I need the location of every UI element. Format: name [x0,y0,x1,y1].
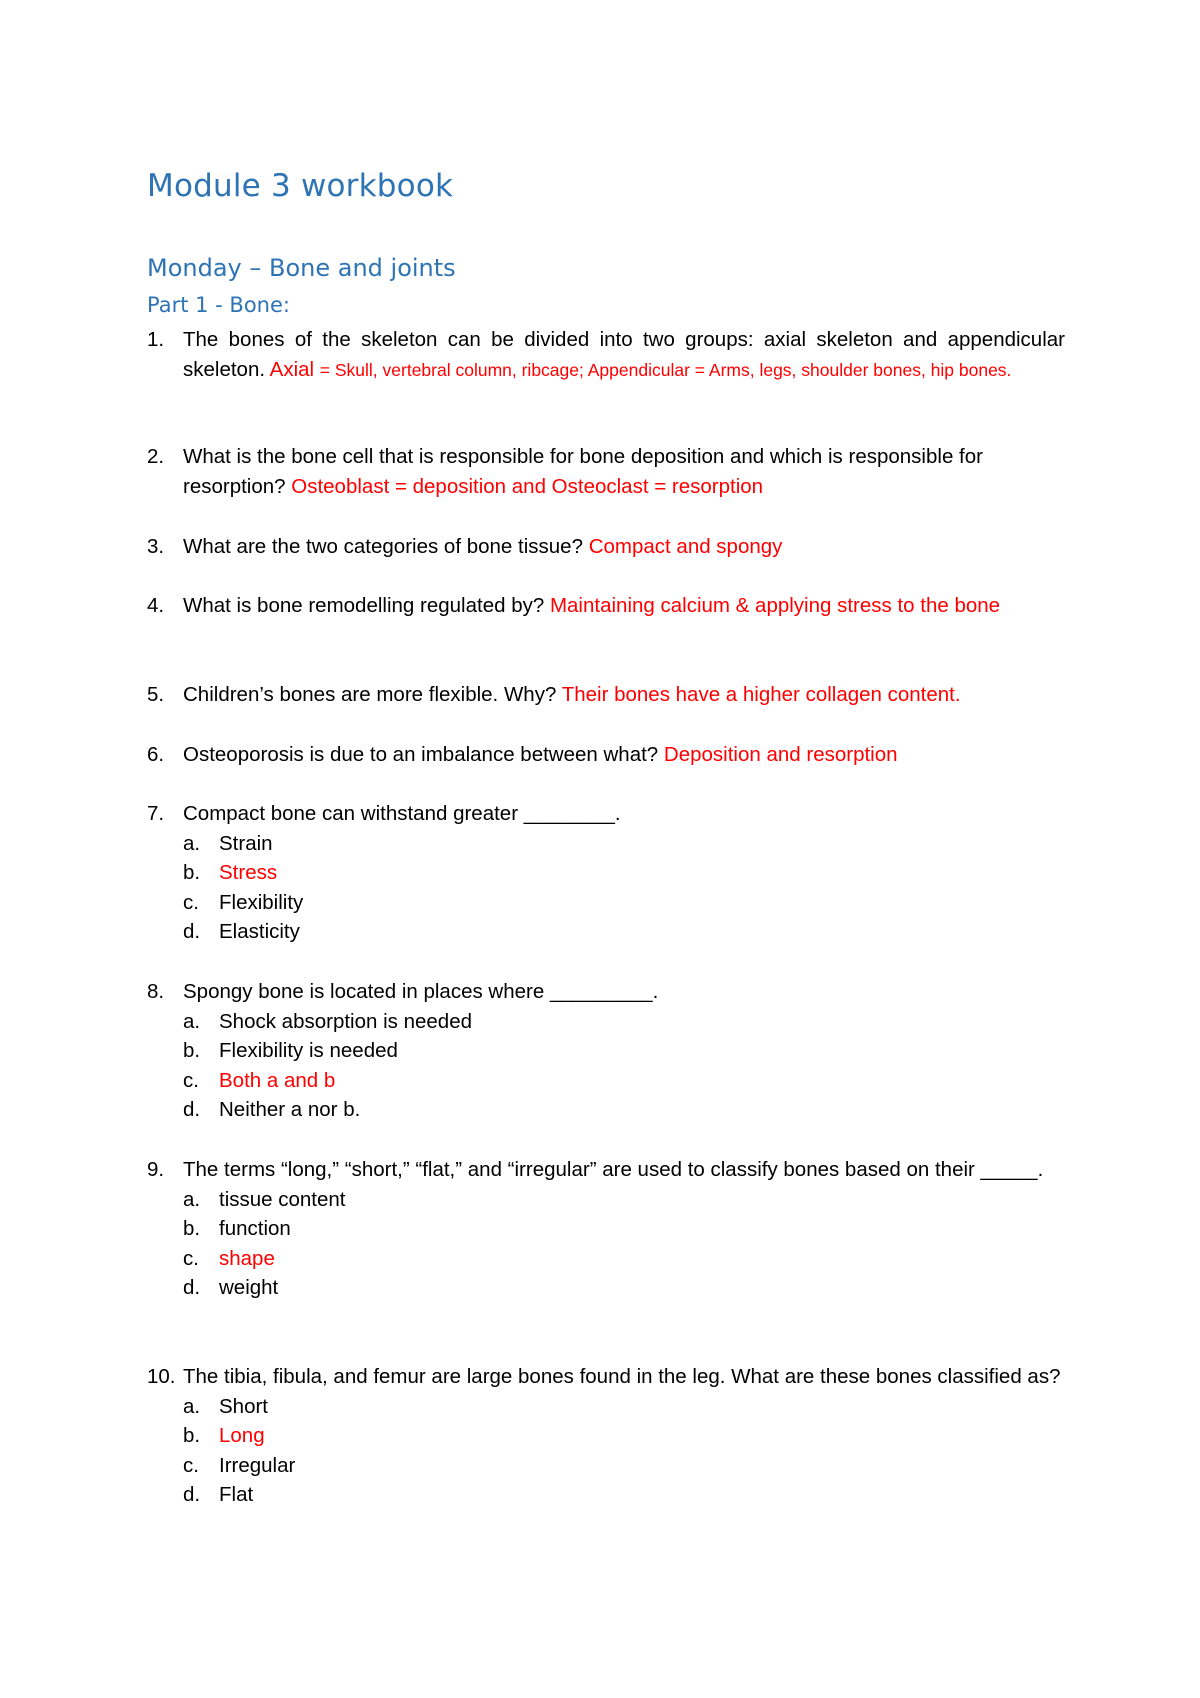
question-number: 9. [147,1158,165,1181]
question-10 [147,1362,1065,1510]
option-c [183,888,1065,918]
question-text: Spongy bone is located in places where _________. [183,980,659,1003]
question-1 [147,325,1065,385]
option-d [183,1480,1065,1510]
option-letter: c. [183,1068,199,1092]
option-a [183,1392,1065,1422]
question-number: 7. [147,802,165,825]
option-text: Elasticity [219,920,300,944]
option-text-correct: Both a and b [219,1068,336,1092]
document-title: Module 3 workbook [147,168,454,204]
answer-text: Maintaining calcium & applying stress to the bone [549,594,1001,617]
question-text: Osteoporosis is due to an imbalance between what? [183,743,659,766]
option-d [183,1273,1065,1303]
answer-text: Compact and spongy [588,535,783,558]
question-5 [147,680,1065,710]
option-letter: a. [183,1394,201,1418]
question-body [183,591,1065,621]
option-letter: a. [183,1187,201,1211]
question-text: Children’s bones are more flexible. Why? [183,683,557,706]
question-text: What is the bone cell that is responsible for bone deposition and which is responsible for resorption? [183,445,983,498]
option-text: Flat [219,1483,254,1507]
question-text: What is bone remodelling regulated by? [183,594,545,617]
option-c [183,1066,1065,1096]
section-heading: Monday – Bone and joints [147,254,456,282]
option-letter: a. [183,831,201,855]
option-a [183,1185,1065,1215]
option-text: Strain [219,831,273,855]
question-body [183,325,1065,385]
option-letter: b. [183,1039,201,1063]
option-text: Irregular [219,1453,296,1477]
answer-lead: Axial [269,357,315,381]
option-letter: c. [183,1453,199,1477]
option-text: Neither a nor b. [219,1098,361,1122]
option-text-correct: Long [219,1424,265,1448]
option-b [183,858,1065,888]
question-number: 1. [147,328,165,351]
question-number: 5. [147,683,165,706]
question-text: Compact bone can withstand greater ________. [183,802,621,825]
answer-text: Deposition and resorption [663,743,898,766]
question-3 [147,532,1065,562]
option-text: Flexibility [219,890,304,914]
option-letter: b. [183,861,201,885]
question-7 [147,799,1065,947]
question-number: 2. [147,445,165,468]
option-letter: c. [183,1246,199,1270]
question-2 [147,442,1065,501]
option-text: Flexibility is needed [219,1039,398,1063]
option-letter: b. [183,1217,201,1241]
options-list [183,1185,1065,1303]
option-text-correct: Stress [219,861,278,885]
option-letter: a. [183,1009,201,1033]
options-list [183,1007,1065,1125]
option-b [183,1214,1065,1244]
question-number: 8. [147,980,165,1003]
answer-text: Their bones have a higher collagen content. [561,683,961,706]
option-letter: d. [183,1483,201,1507]
question-body [183,680,1065,710]
option-letter: b. [183,1424,201,1448]
option-c [183,1244,1065,1274]
option-b [183,1421,1065,1451]
part-heading: Part 1 - Bone: [147,293,290,317]
question-number: 4. [147,594,165,617]
option-text: function [219,1217,291,1241]
question-body [183,740,1065,770]
question-number: 6. [147,743,165,766]
option-letter: d. [183,1276,201,1300]
option-letter: c. [183,890,199,914]
option-letter: d. [183,920,201,944]
answer-text: Osteoblast = deposition and Osteoclast = resorption [291,474,764,498]
answer-text: = Skull, vertebral column, ribcage; Appendicular = Arms, legs, shoulder bones, hip bones. [319,359,1012,380]
question-text: What are the two categories of bone tissue? [183,535,583,558]
question-number: 3. [147,535,165,558]
options-list [183,1392,1065,1510]
question-9 [147,1155,1065,1303]
option-d [183,1095,1065,1125]
question-6 [147,740,1065,770]
question-text: The terms “long,” “short,” “flat,” and “irregular” are used to classify bones based on their _____. [183,1158,1044,1181]
option-text-correct: shape [219,1246,275,1270]
option-letter: d. [183,1098,201,1122]
option-a [183,1007,1065,1037]
option-a [183,829,1065,859]
option-b [183,1036,1065,1066]
question-body [183,532,1065,562]
option-d [183,917,1065,947]
question-4 [147,591,1065,621]
option-text: Shock absorption is needed [219,1009,473,1033]
question-body [183,442,1065,501]
option-text: Short [219,1394,268,1418]
option-text: weight [219,1276,279,1300]
question-text: The bones of the skeleton can be divided into two groups: axial skeleton and appendicular skeleton. [183,328,1065,381]
question-text: The tibia, fibula, and femur are large bones found in the leg. What are these bones classified as? [183,1365,1061,1388]
question-8 [147,977,1065,1125]
question-number: 10. [147,1365,176,1388]
options-list [183,829,1065,947]
option-c [183,1451,1065,1481]
option-text: tissue content [219,1187,346,1211]
